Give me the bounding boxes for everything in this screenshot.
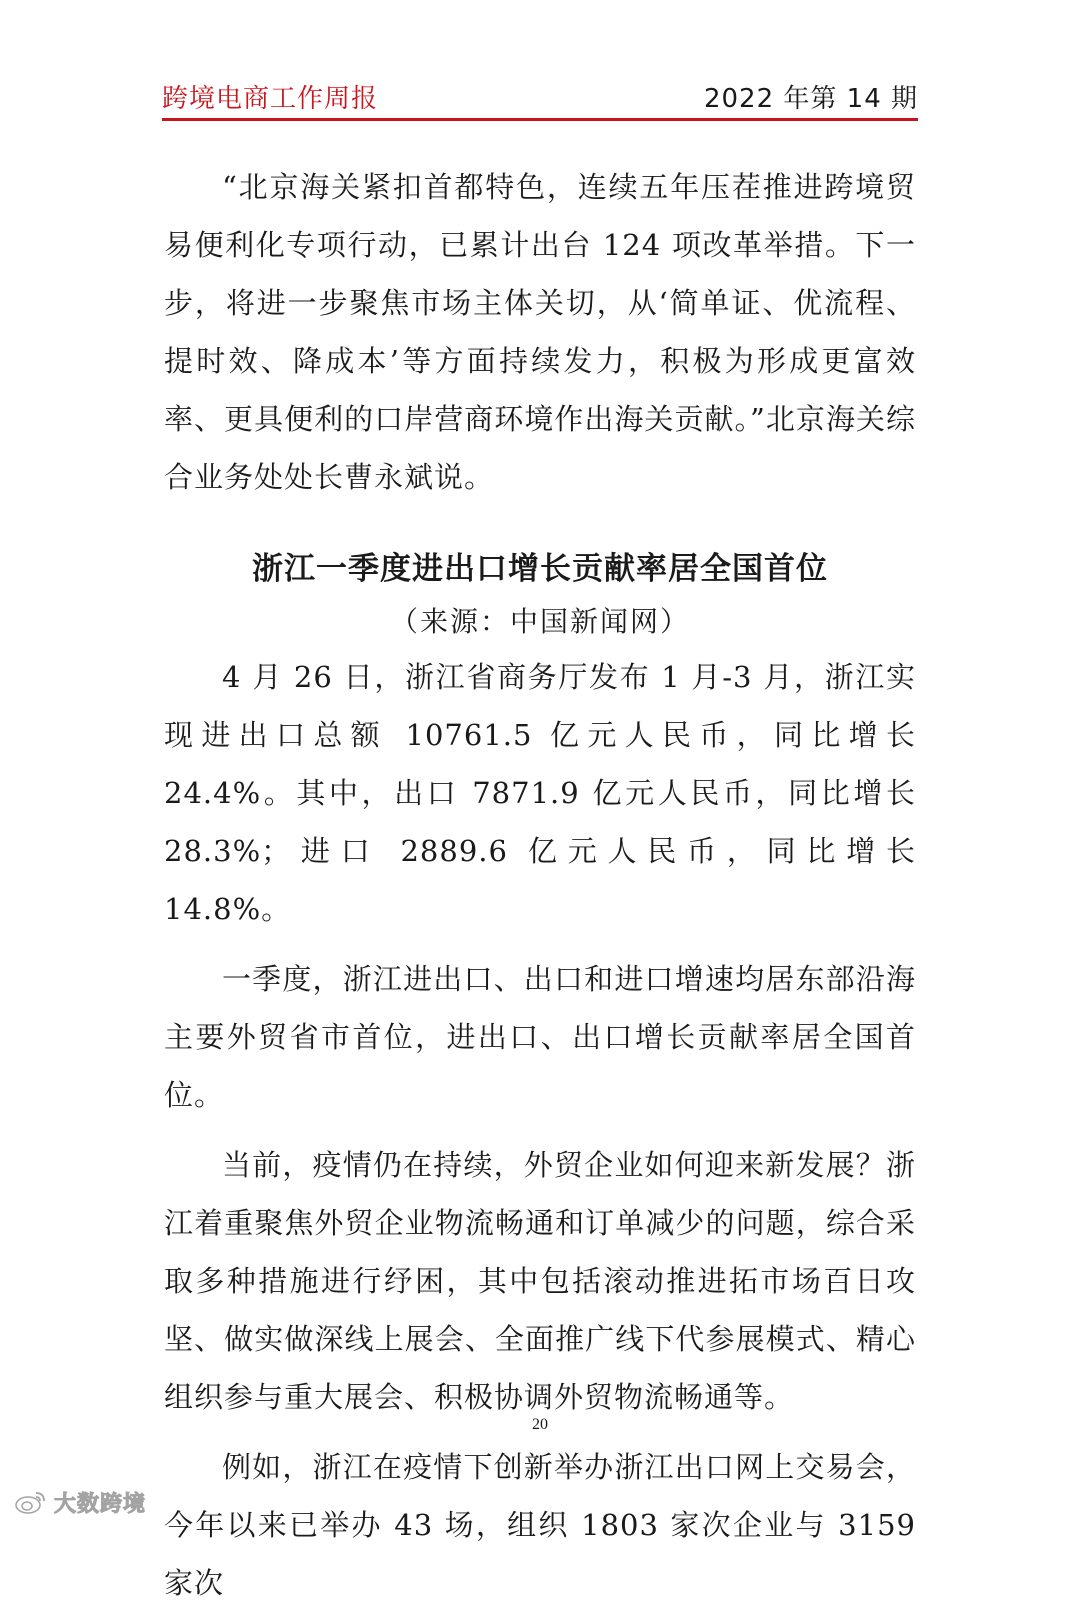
article-body	[164, 648, 916, 1624]
article-source: （来源：中国新闻网）	[389, 605, 690, 638]
article-paragraph: 例如，浙江在疫情下创新举办浙江出口网上交易会，今年以来已举办 43 场，组织 1803 家次企业与 3159 家次	[164, 1450, 916, 1600]
header-divider	[162, 118, 918, 121]
watermark-text: 大数跨境	[54, 1491, 147, 1517]
article-title: 浙江一季度进出口增长贡献率居全国首位	[252, 551, 828, 587]
watermark	[14, 1487, 146, 1517]
article-paragraph: 当前，疫情仍在持续，外贸企业如何迎来新发展？浙江着重聚焦外贸企业物流畅通和订单减少的问题，综合采取多种措施进行纾困，其中包括滚动推进拓市场百日攻坚、做实做深线上展会、全面推广线下代参展模式、精心组织参与重大展会、积极协调外贸物流畅通等。	[164, 1148, 916, 1414]
quote-section	[164, 158, 916, 506]
issue-number: 2022 年第 14 期	[703, 84, 918, 114]
page-header	[162, 72, 918, 114]
publication-title: 跨境电商工作周报	[162, 84, 379, 114]
weibo-logo-icon	[14, 1489, 48, 1515]
article-paragraph: 一季度，浙江进出口、出口和进口增速均居东部沿海主要外贸省市首位，进出口、出口增长贡献率居全国首位。	[164, 962, 916, 1112]
quote-paragraph: “北京海关紧扣首都特色，连续五年压茬推进跨境贸易便利化专项行动，已累计出台 124 项改革举措。下一步，将进一步聚焦市场主体关切，从‘简单证、优流程、提时效、降成本’等方面持续发力，积极为形成更富效率、更具便利的口岸营商环境作出海关贡献。”北京海关综合业务处处长曹永斌说。	[164, 170, 916, 494]
article-paragraph: 4 月 26 日，浙江省商务厅发布 1 月-3 月，浙江实现进出口总额 10761.5 亿元人民币，同比增长 24.4%。其中，出口 7871.9 亿元人民币，同比增长 28.3%；进口 2889.6 亿元人民币，同比增长 14.8%。	[164, 660, 916, 926]
page-number: 20	[532, 1416, 548, 1433]
